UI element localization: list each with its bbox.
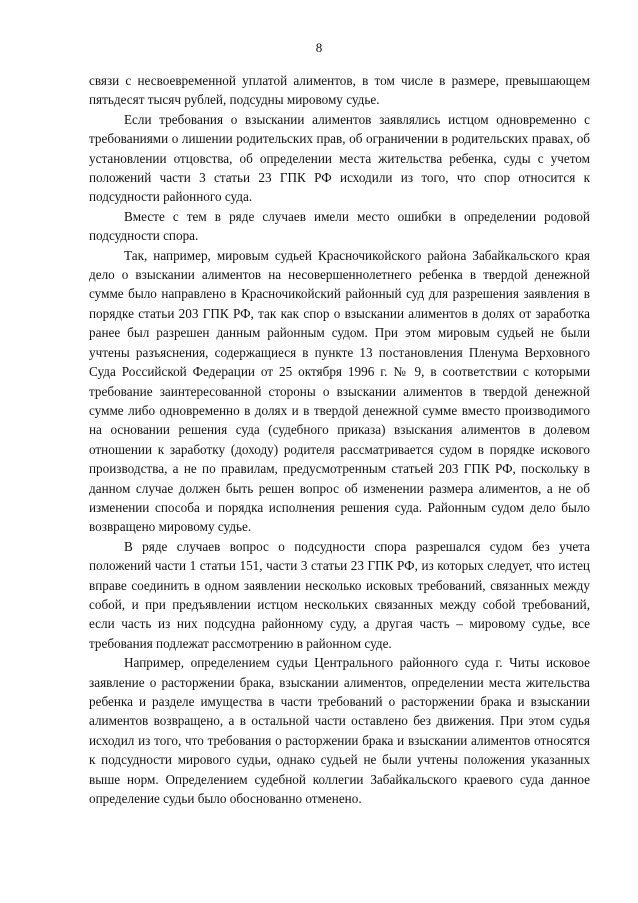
- paragraph-2: Если требования о взыскании алиментов заявлялись истцом одновременно с требованиями о лишении родительских прав, об ограничении в родительских правах, об установлении отцовства, об определении места жительства ребенка, суды с учетом положений части 3 статьи 23 ГПК РФ исходили из того, что спор относится к подсудности районного суда.: [89, 111, 590, 205]
- paragraph-4: Так, например, мировым судьей Красночикойского района Забайкальского края дело о взыскании алиментов на несовершеннолетнего ребенка в твердой денежной сумме было направлено в Красночикойский районный суд для разрешения заявления в порядке статьи 203 ГПК РФ, так как спор о взыскании алиментов в долях от заработка ранее был разрешен данным районным судом. При этом мировым судьей не были учтены разъяснения, содержащиеся в пункте 13 постановления Пленума Верховного Суда Российской Федерации от 25 октября 1996 г. № 9, в соответствии с которыми требование заинтересованной стороны о взыскании алиментов в твердой денежной сумме либо одновременно в долях и в твердой денежной сумме вместо производимого на основании решения суда (судебного приказа) взыскания алиментов в долевом отношении к заработку (доходу) родителя рассматривается судом в порядке искового производства, а не по правилам, предусмотренным статьей 203 ГПК РФ, поскольку в данном случае должен быть решен вопрос об изменении размера алиментов, а не об изменении способа и порядка исполнения решения суда. Районным судом дело было возвращено мировому судье.: [89, 247, 590, 535]
- paragraph-6: Например, определением судьи Центрального районного суда г. Читы исковое заявление о расторжении брака, взыскании алиментов, определении места жительства ребенка и разделе имущества в части требований о расторжении брака и взыскании алиментов возвращено, а в остальной части оставлено без движения. При этом судья исходил из того, что требования о расторжении брака и взыскании алиментов относятся к подсудности мирового судьи, однако судьей не были учтены положения указанных выше норм. Определением судебной коллегии Забайкальского краевого суда данное определение судьи было обоснованно отменено.: [89, 655, 590, 807]
- document-body: [89, 71, 590, 808]
- paragraph-1: связи с несвоевременной уплатой алиментов, в том числе в размере, превышающем пятьдесят тысяч рублей, подсудны мировому судье.: [89, 73, 590, 108]
- page-number: 8: [315, 40, 323, 55]
- paragraph-5: В ряде случаев вопрос о подсудности спора разрешался судом без учета положений части 1 статьи 151, части 3 статьи 23 ГПК РФ, из которых следует, что истец вправе соединить в одном заявлении несколько исковых требований, связанных между собой, и при предъявлении истцом нескольких связанных между собой требований, если часть из них подсудна районному суду, а другая часть – мировому судье, все требования подлежат рассмотрению в районном суде.: [89, 538, 590, 651]
- paragraph-3: Вместе с тем в ряде случаев имели место ошибки в определении родовой подсудности спора.: [89, 208, 590, 244]
